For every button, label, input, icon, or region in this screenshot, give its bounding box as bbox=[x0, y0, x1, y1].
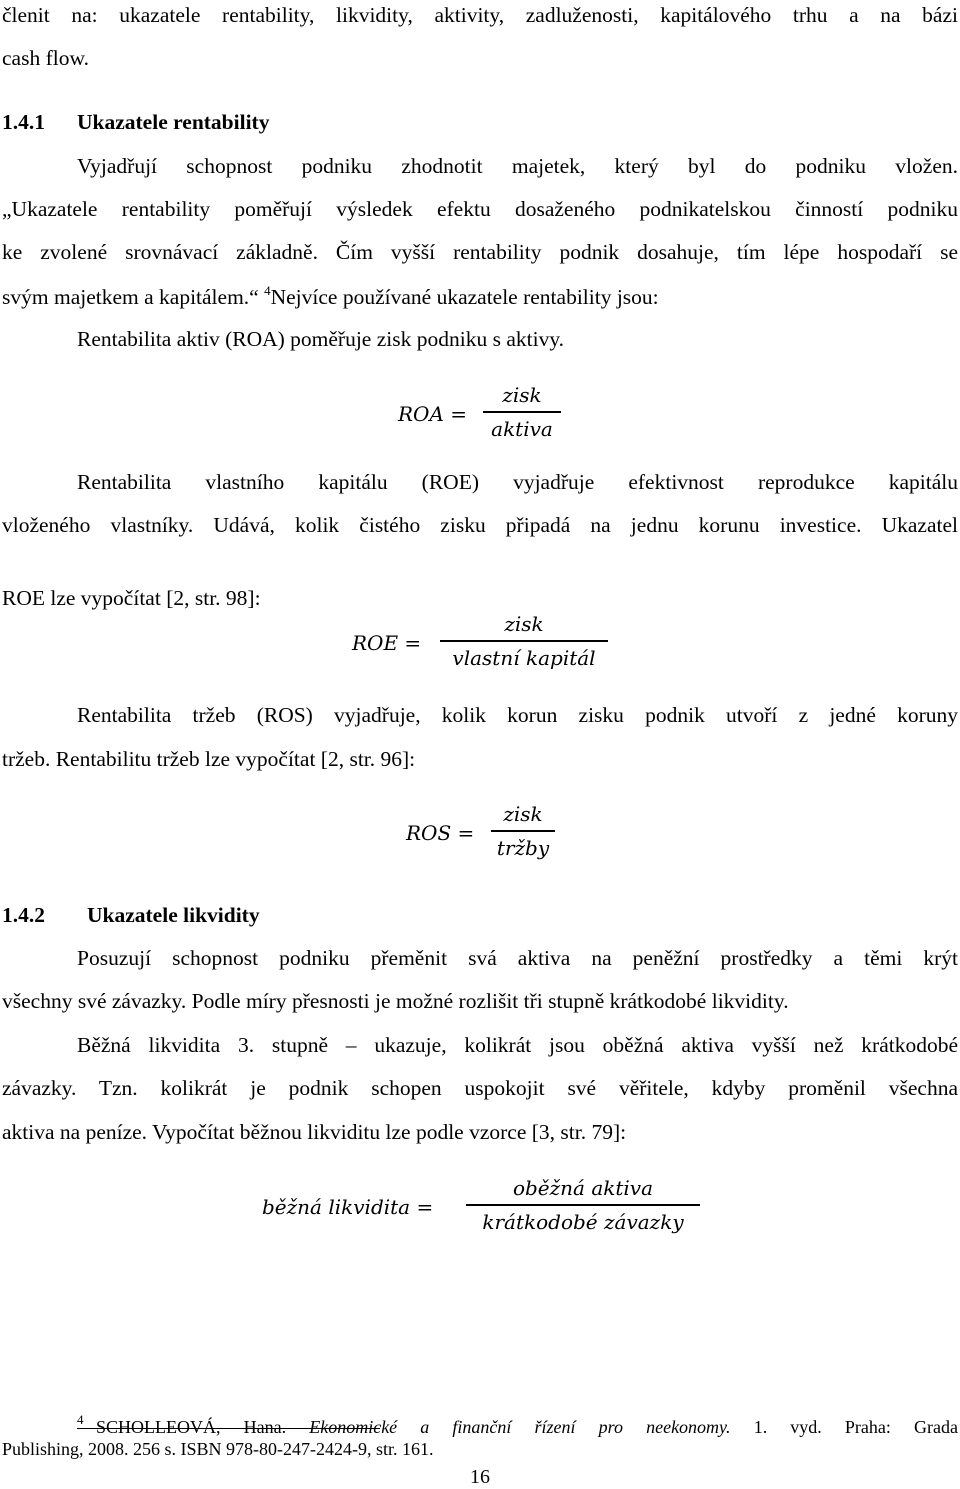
paragraph-line: Rentabilita aktiv (ROA) poměřuje zisk podniku s aktivy. bbox=[77, 327, 565, 351]
formula-fraction bbox=[440, 612, 608, 670]
formula-denominator: vlastní kapitál bbox=[452, 645, 596, 670]
paragraph-line: aktiva na peníze. Vypočítat běžnou likviditu lze podle vzorce [3, str. 79]: bbox=[2, 1120, 627, 1144]
footnote-mark: 4 bbox=[77, 1412, 84, 1427]
section-number: 1.4.2 bbox=[2, 903, 45, 927]
section-title: Ukazatele rentability bbox=[77, 110, 270, 134]
formula-fraction bbox=[483, 383, 561, 441]
formula-numerator: zisk bbox=[504, 612, 544, 636]
paragraph-line: tržeb. Rentabilitu tržeb lze vypočítat [2, str. 96]: bbox=[2, 747, 416, 771]
footnote-line: Publishing, 2008. 256 s. ISBN 978-80-247-2424-9, str. 161. bbox=[2, 1439, 434, 1459]
paragraph-line: Vyjadřují schopnost podniku zhodnotit majetek, který byl do podniku vložen. bbox=[77, 154, 958, 178]
footnote-line bbox=[96, 1418, 958, 1436]
formula-numerator: zisk bbox=[503, 802, 543, 826]
section-heading-rentability bbox=[2, 112, 269, 134]
formula-lhs: běžná likvidita = bbox=[262, 1195, 434, 1219]
footnote-reference: 4 bbox=[264, 283, 271, 298]
footnote-title: Ekonomické a finanční řízení pro neekonomy. bbox=[309, 1417, 731, 1437]
formula-denominator: aktiva bbox=[491, 416, 553, 441]
paragraph-line: členit na: ukazatele rentability, likvidity, aktivity, zadluženosti, kapitálového trhu a na bázi bbox=[2, 3, 958, 27]
paragraph-line: Běžná likvidita 3. stupně – ukazuje, kolikrát jsou oběžná aktiva vyšší než krátkodobé bbox=[77, 1033, 958, 1057]
formula-fraction bbox=[466, 1176, 700, 1234]
paragraph-line: vloženého vlastníky. Udává, kolik čistého zisku připadá na jednu korunu investice. Ukazatel bbox=[2, 513, 958, 537]
formula-numerator: oběžná aktiva bbox=[512, 1176, 654, 1200]
quote-end: svým majetkem a kapitálem.“ bbox=[2, 285, 259, 309]
section-number: 1.4.1 bbox=[2, 110, 45, 134]
paragraph-line: ke zvolené srovnávací základně. Čím vyšší rentability podnik dosahuje, tím lépe hospodaří se bbox=[2, 240, 958, 264]
paragraph-line: závazky. Tzn. kolikrát je podnik schopen uspokojit své věřitele, kdyby proměnil všechna bbox=[2, 1076, 958, 1100]
sentence: Nejvíce používané ukazatele rentability jsou: bbox=[270, 285, 659, 309]
footnote-publication: 1. vyd. Praha: Grada bbox=[753, 1417, 958, 1437]
paragraph-line: Rentabilita tržeb (ROS) vyjadřuje, kolik korun zisku podnik utvoří z jedné koruny bbox=[77, 703, 958, 727]
formula-numerator: zisk bbox=[502, 383, 542, 407]
paragraph-line: cash flow. bbox=[2, 46, 89, 70]
paragraph-line: ROE lze vypočítat [2, str. 98]: bbox=[2, 586, 261, 610]
formula-denominator: krátkodobé závazky bbox=[482, 1209, 684, 1234]
paragraph-line: „Ukazatele rentability poměřují výsledek efektu dosaženého podnikatelskou činností podniku bbox=[2, 197, 958, 221]
section-heading-likvidita bbox=[2, 905, 260, 927]
paragraph-line: Posuzují schopnost podniku přeměnit svá aktiva na peněžní prostředky a těmi krýt bbox=[77, 946, 958, 970]
formula-lhs: ROA = bbox=[398, 402, 468, 426]
formula-denominator: tržby bbox=[496, 835, 550, 860]
formula-fraction bbox=[491, 802, 555, 860]
section-title: Ukazatele likvidity bbox=[87, 903, 260, 927]
footnote-author: SCHOLLEOVÁ, Hana. bbox=[96, 1417, 287, 1437]
paragraph-line: Rentabilita vlastního kapitálu (ROE) vyjadřuje efektivnost reprodukce kapitálu bbox=[77, 470, 958, 494]
formula-lhs: ROS = bbox=[406, 821, 475, 845]
paragraph-line: všechny své závazky. Podle míry přesnosti je možné rozlišit tři stupně krátkodobé likvidity. bbox=[2, 989, 789, 1013]
paragraph-line bbox=[2, 284, 659, 309]
formula-lhs: ROE = bbox=[352, 631, 422, 655]
page-number: 16 bbox=[470, 1466, 490, 1488]
